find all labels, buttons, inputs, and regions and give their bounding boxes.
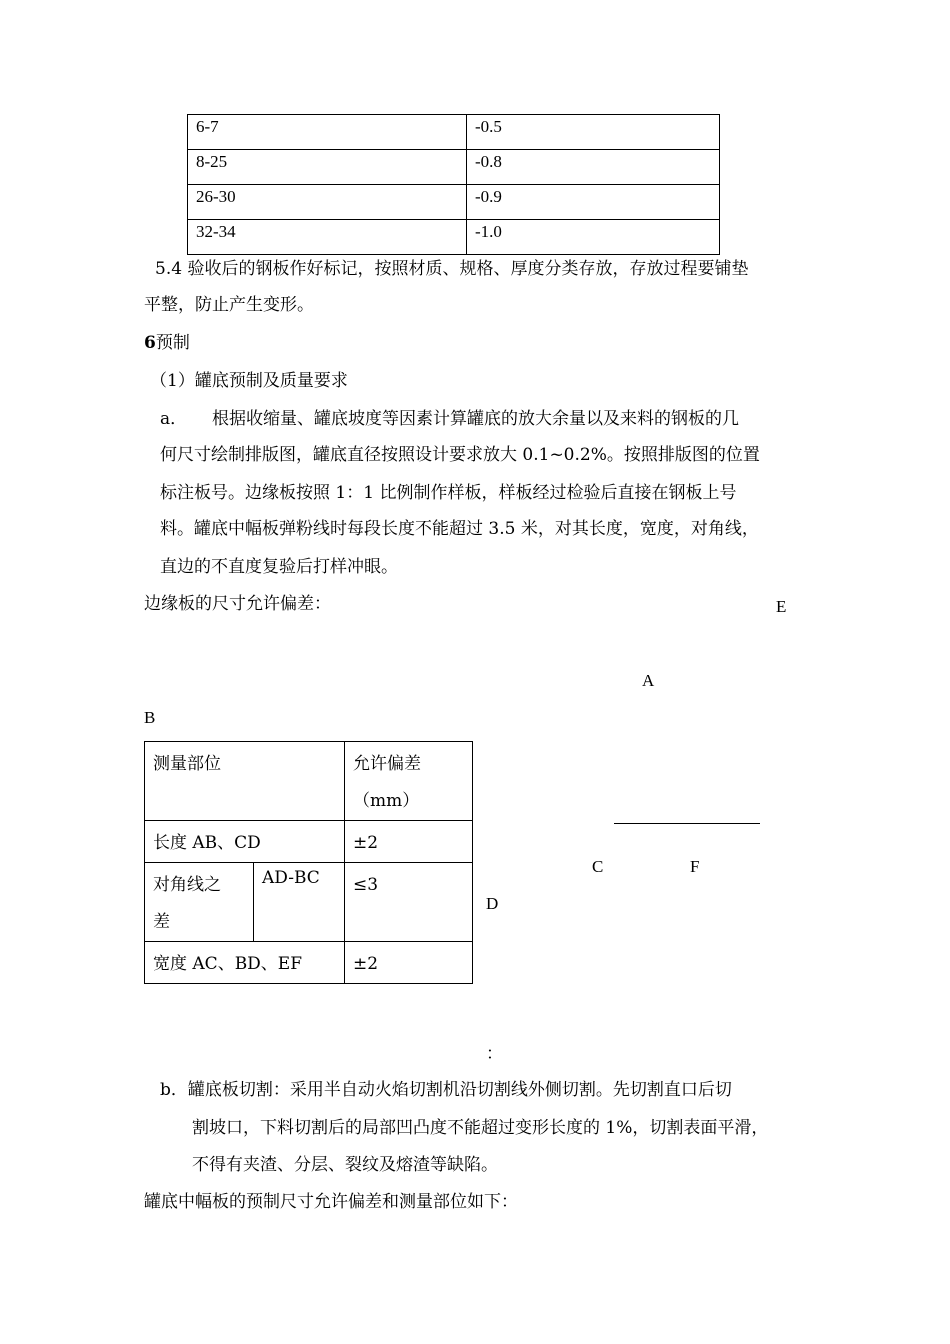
section-6-title: 预制 [155,333,190,353]
header-tolerance-line-1: 允许偏差 [353,754,421,774]
diagram-label-a: A [642,671,655,690]
diagram-label-d: D [486,894,499,913]
stray-colon: ： [486,1044,503,1064]
para-a-line-3: 标注板号。边缘板按照 1：1 比例制作样板，样板经过检验后直接在钢板上号 [160,483,737,503]
para-a-marker: a． [160,409,188,429]
row-diagonal-part [145,863,254,942]
table-row [188,220,720,255]
table-cell: -0.5 [467,115,720,150]
edge-plate-heading: 边缘板的尺寸允许偏差： [144,594,331,614]
para-b-line-3: 不得有夹渣、分层、裂纹及熔渣等缺陷。 [192,1155,498,1175]
row-diagonal-sub: AD-BC [254,863,345,942]
row-diagonal-part-line-2: 差 [153,912,170,932]
table-cell: 26-30 [188,185,467,220]
diagram-label-b: B [144,708,156,727]
para-a-line-5: 直边的不直度复验后打样冲眼。 [160,557,398,577]
header-tolerance-line-2: （mm） [353,791,420,811]
row-diagonal-tolerance: ≤3 [345,863,473,942]
table-cell: -1.0 [467,220,720,255]
section-5-4-line-2: 平整，防止产生变形。 [144,295,314,315]
diagram-label-e: E [776,597,787,616]
header-tolerance [345,742,473,821]
table-row [145,863,473,942]
table-cell: -0.9 [467,185,720,220]
table-row [145,742,473,821]
diagram-label-f: F [690,857,700,876]
table-cell: 6-7 [188,115,467,150]
para-a-line-1: 根据收缩量、罐底坡度等因素计算罐底的放大余量以及来料的钢板的几 [212,409,739,429]
thickness-deviation-table [187,114,720,255]
section-6-number: 6 [144,333,156,353]
table-cell: -0.8 [467,150,720,185]
section-5-4-line-1: 5.4 验收后的钢板作好标记，按照材质、规格、厚度分类存放，存放过程要铺垫 [155,259,749,279]
row-width-part: 宽度 AC、BD、EF [145,942,345,984]
para-a-line-2: 何尺寸绘制排版图，罐底直径按照设计要求放大 0.1~0.2%。按照排版图的位置 [160,445,760,465]
table-row [188,150,720,185]
row-length-part: 长度 AB、CD [145,821,345,863]
diagram-edge-line [614,823,760,824]
header-measure-part: 测量部位 [145,742,345,821]
section-6-heading [144,335,190,352]
table-row [188,115,720,150]
row-diagonal-part-line-1: 对角线之 [153,875,221,895]
table-row [145,942,473,984]
para-b-line-2: 割坡口，下料切割后的局部凹凸度不能超过变形长度的 1%，切割表面平滑， [192,1118,769,1138]
diagram-label-c: C [592,857,604,876]
row-width-tolerance: ±2 [345,942,473,984]
table-row [188,185,720,220]
row-length-tolerance: ±2 [345,821,473,863]
table-cell: 32-34 [188,220,467,255]
para-a-line-4: 料。罐底中幅板弹粉线时每段长度不能超过 3.5 米，对其长度，宽度，对角线， [160,519,759,539]
para-b-line-1: b．罐底板切割：采用半自动火焰切割机沿切割线外侧切割。先切割直口后切 [160,1080,732,1100]
subsection-1-heading: （1）罐底预制及质量要求 [150,371,348,391]
table-cell: 8-25 [188,150,467,185]
table-row [145,821,473,863]
middle-plate-heading: 罐底中幅板的预制尺寸允许偏差和测量部位如下： [144,1192,518,1212]
edge-plate-tolerance-table [144,741,473,984]
